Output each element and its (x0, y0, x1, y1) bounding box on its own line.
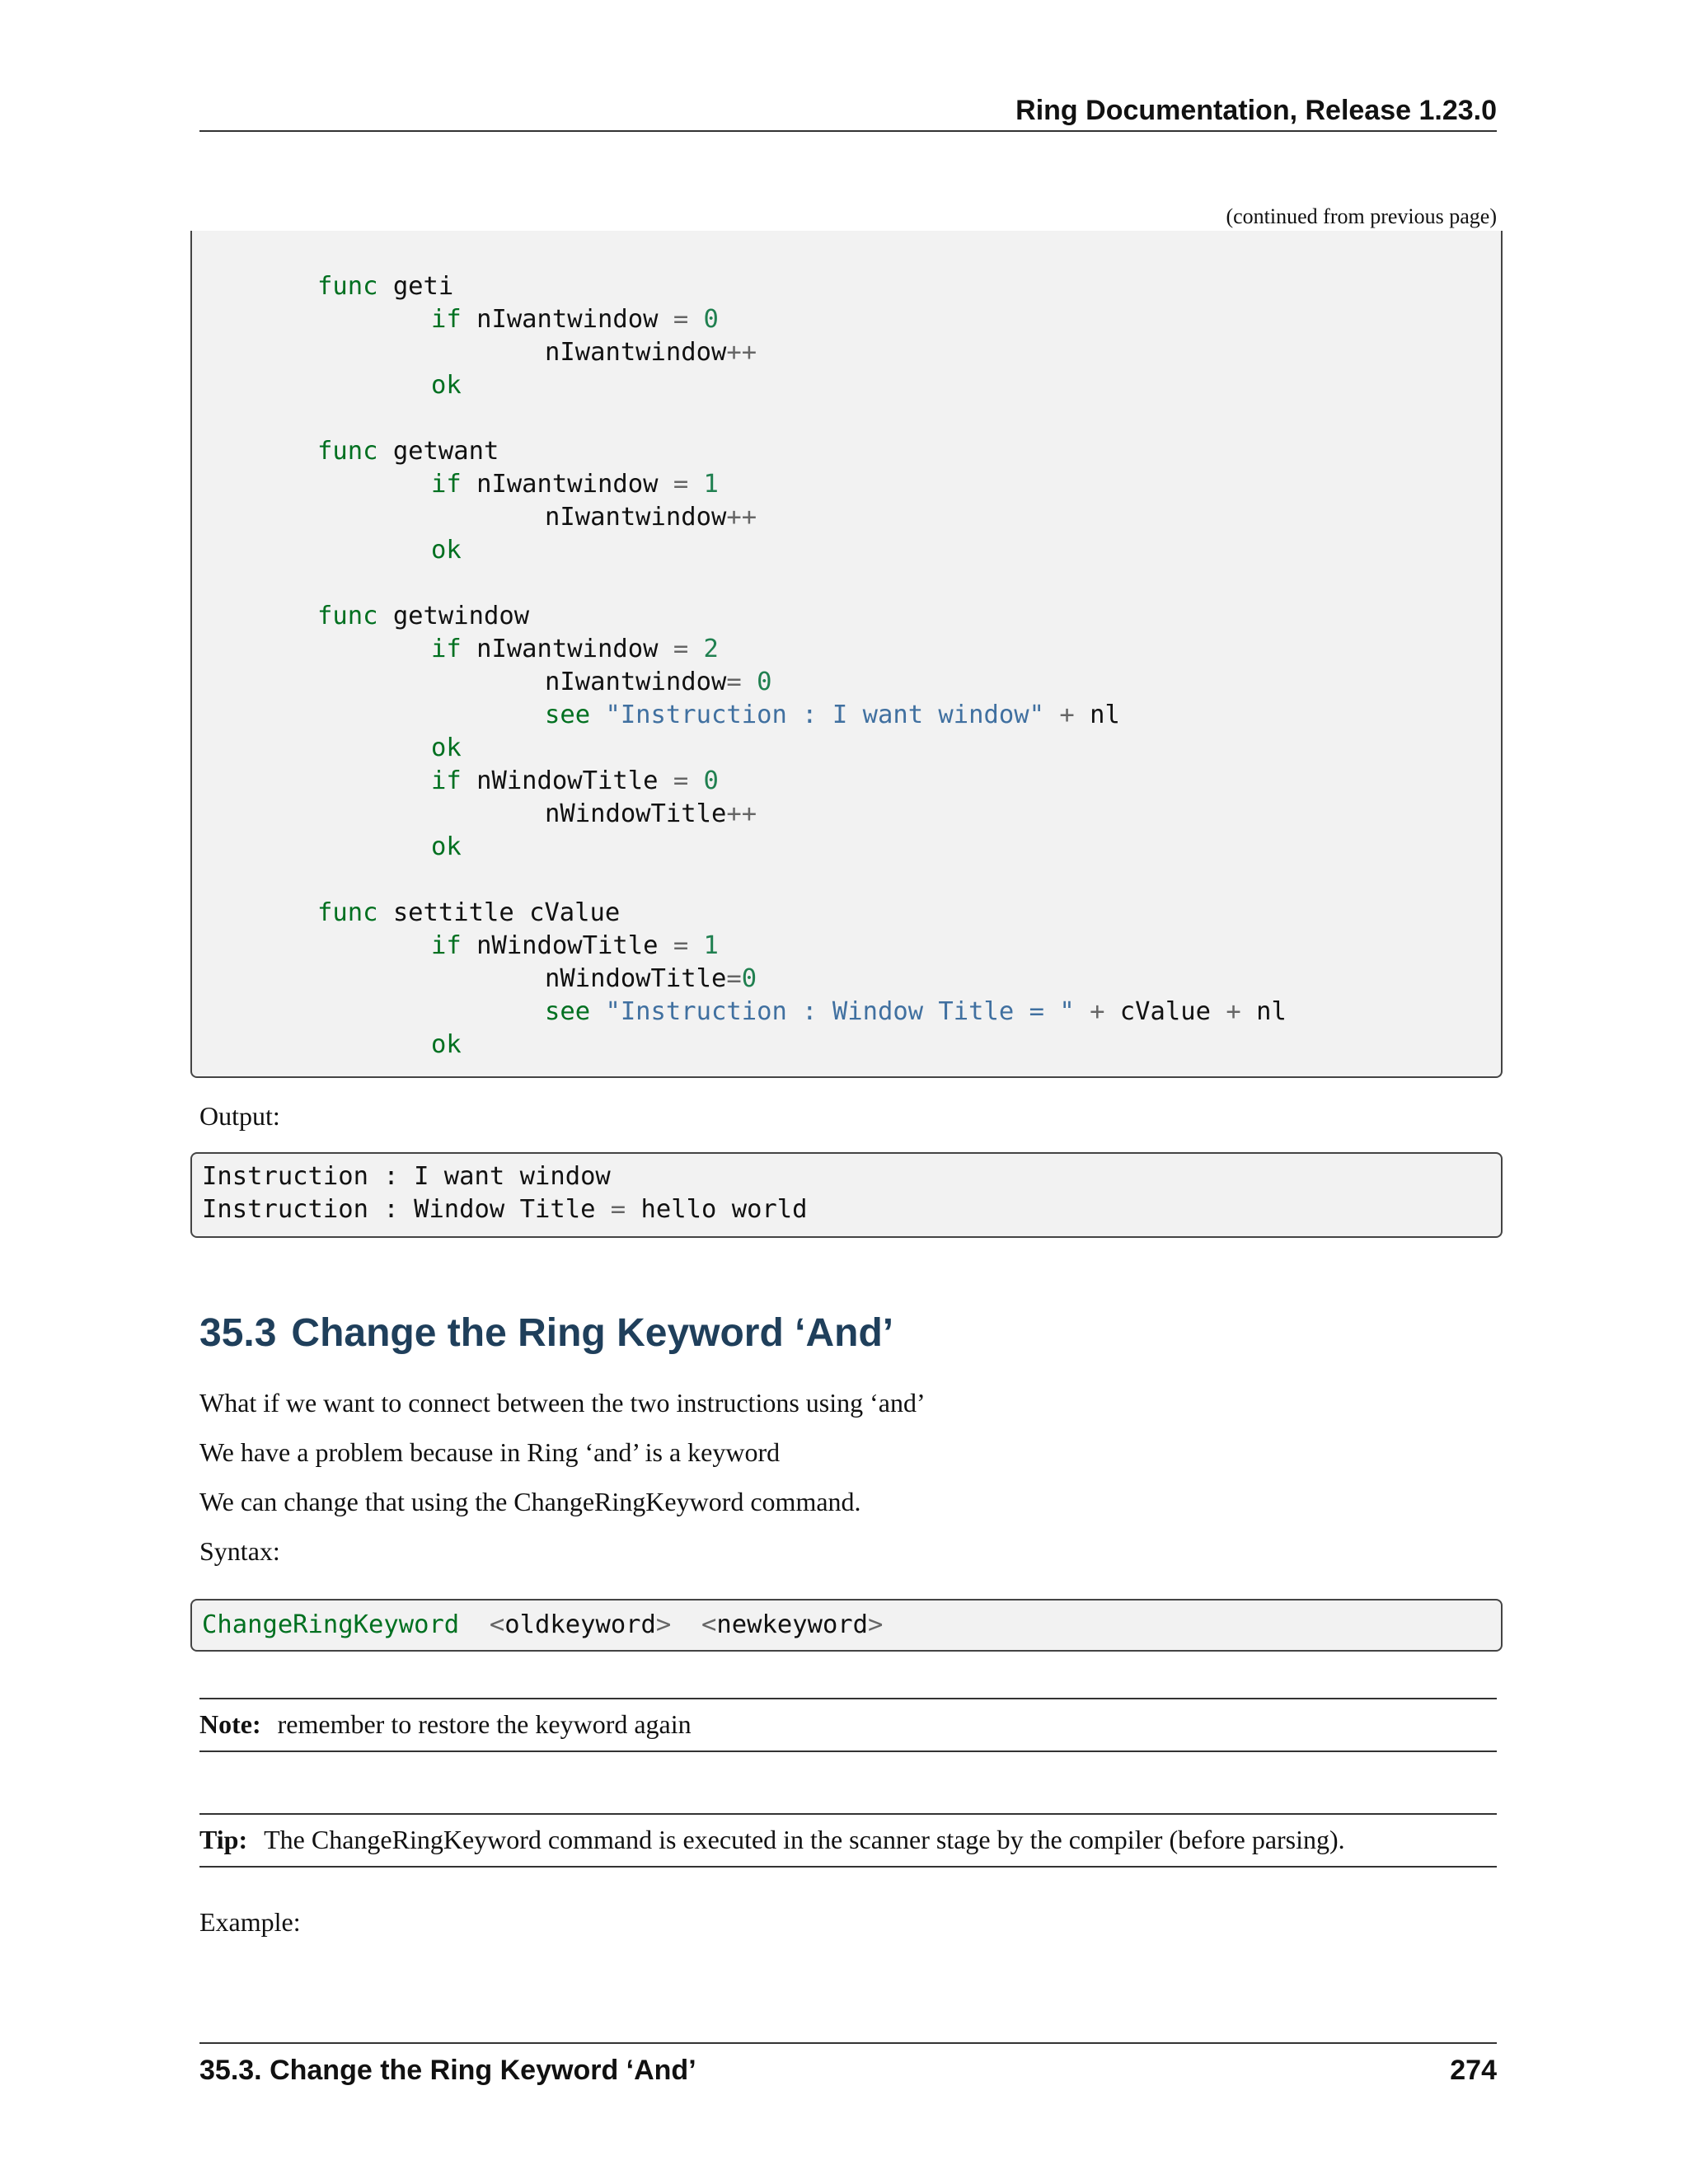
code-token: if (431, 931, 462, 960)
code-token: "Instruction : Window Title = " (590, 997, 1075, 1026)
tip-label: Tip: (199, 1825, 248, 1854)
code-token: geti (377, 272, 454, 301)
code-line (202, 1193, 808, 1226)
code-token: ok (431, 536, 462, 565)
footer-section: 35.3. Change the Ring Keyword ‘And’ (199, 2055, 696, 2086)
code-token: + (1074, 997, 1105, 1026)
code-token: func (317, 602, 378, 630)
code-token: if (431, 305, 462, 334)
code-token: ok (431, 832, 462, 861)
code-token: nIwantwindow (461, 635, 673, 663)
code-token: nIwantwindow (545, 338, 727, 367)
code-token: = (726, 668, 742, 696)
code-token: = (673, 766, 689, 795)
code-token: nWindowTitle (545, 964, 727, 993)
code-line (317, 600, 529, 633)
tip-text: The ChangeRingKeyword command is executed in the scanner stage by the compiler (before parsing). (264, 1825, 1345, 1854)
code-token: nl (1074, 701, 1120, 729)
code-token: settitle cValue (377, 898, 621, 927)
code-token: nIwantwindow (545, 503, 727, 532)
code-token (671, 1610, 701, 1639)
code-line (317, 435, 499, 468)
code-line (431, 930, 719, 963)
code-line (545, 501, 757, 534)
code-line (202, 1609, 883, 1642)
code-line (431, 468, 719, 501)
code-token: if (431, 635, 462, 663)
code-token: func (317, 898, 378, 927)
code-token: = (673, 470, 689, 499)
code-token: + (1043, 701, 1075, 729)
code-line (431, 1029, 462, 1062)
code-token: nl (1240, 997, 1287, 1026)
page-number: 274 (1450, 2055, 1497, 2086)
code-token: = (673, 305, 689, 334)
code-token: = (726, 964, 742, 993)
code-token: 0 (688, 305, 719, 334)
code-block-functions (190, 231, 1503, 1078)
syntax-label: Syntax: (199, 1536, 280, 1566)
code-token: cValue (1104, 997, 1226, 1026)
running-header: Ring Documentation, Release 1.23.0 (199, 91, 1497, 132)
code-line (431, 831, 462, 864)
code-block-output (190, 1152, 1503, 1238)
code-token: < (489, 1610, 505, 1639)
code-line (431, 303, 719, 336)
paragraph-3: We can change that using the ChangeRingKeyword command. (199, 1487, 861, 1516)
example-label: Example: (199, 1907, 301, 1937)
code-token: nIwantwindow (545, 668, 727, 696)
code-token: ok (431, 1030, 462, 1059)
code-line (317, 270, 453, 303)
code-token: = (673, 931, 689, 960)
code-token: ++ (726, 338, 757, 367)
code-token: nWindowTitle (545, 799, 727, 828)
code-token: 0 (688, 766, 719, 795)
continued-notice: (continued from previous page) (1226, 204, 1497, 228)
code-token: newkeyword (716, 1610, 869, 1639)
code-token: ok (431, 733, 462, 762)
code-token: if (431, 470, 462, 499)
code-token: 1 (688, 470, 719, 499)
code-token: nIwantwindow (461, 305, 673, 334)
running-footer (199, 2042, 1497, 2086)
code-token: ++ (726, 799, 757, 828)
code-token: if (431, 766, 462, 795)
paragraph-1: What if we want to connect between the two instructions using ‘and’ (199, 1388, 926, 1418)
code-token: > (868, 1610, 884, 1639)
code-line (431, 765, 719, 798)
code-line (317, 897, 620, 930)
code-line (202, 1160, 611, 1193)
code-token: "Instruction : I want window" (590, 701, 1044, 729)
section-number: 35.3 (199, 1311, 277, 1355)
code-token: < (701, 1610, 717, 1639)
code-token: func (317, 437, 378, 466)
code-line (431, 732, 462, 765)
code-line (431, 534, 462, 567)
code-token: Instruction : I want window (202, 1162, 611, 1191)
code-token: + (1226, 997, 1241, 1026)
code-token: 0 (741, 668, 772, 696)
section-title: Change the Ring Keyword ‘And’ (291, 1311, 894, 1355)
code-token: func (317, 272, 378, 301)
code-block-syntax (190, 1599, 1503, 1652)
code-token: 0 (741, 964, 757, 993)
section-heading (199, 1309, 893, 1358)
note-text: remember to restore the keyword again (277, 1709, 692, 1739)
code-token: getwindow (377, 602, 530, 630)
note-admonition (199, 1698, 1497, 1752)
code-token: = (610, 1195, 626, 1224)
code-token: oldkeyword (504, 1610, 656, 1639)
tip-admonition (199, 1813, 1497, 1868)
code-token: ++ (726, 503, 757, 532)
code-token: see (545, 997, 591, 1026)
document-page (199, 0, 1497, 2184)
code-line (545, 336, 757, 369)
code-token: nWindowTitle (461, 931, 673, 960)
code-token: 2 (688, 635, 719, 663)
code-token: nIwantwindow (461, 470, 673, 499)
paragraph-2: We have a problem because in Ring ‘and’ is a keyword (199, 1437, 781, 1467)
code-token (459, 1610, 490, 1639)
code-line (545, 666, 771, 699)
code-token: > (655, 1610, 672, 1639)
code-line (431, 369, 462, 402)
note-label: Note: (199, 1709, 261, 1739)
code-token: ok (431, 371, 462, 400)
code-token: see (545, 701, 591, 729)
code-token: hello world (626, 1195, 808, 1224)
code-line (431, 633, 719, 666)
code-token: nWindowTitle (461, 766, 673, 795)
code-token: getwant (377, 437, 499, 466)
code-token: 1 (688, 931, 719, 960)
code-line (545, 963, 757, 996)
code-line (545, 798, 757, 831)
code-token: = (673, 635, 689, 663)
code-token: ChangeRingKeyword (202, 1610, 460, 1639)
code-token: Instruction : Window Title (202, 1195, 611, 1224)
output-label: Output: (199, 1101, 280, 1131)
code-line (545, 996, 1287, 1029)
code-line (545, 699, 1120, 732)
